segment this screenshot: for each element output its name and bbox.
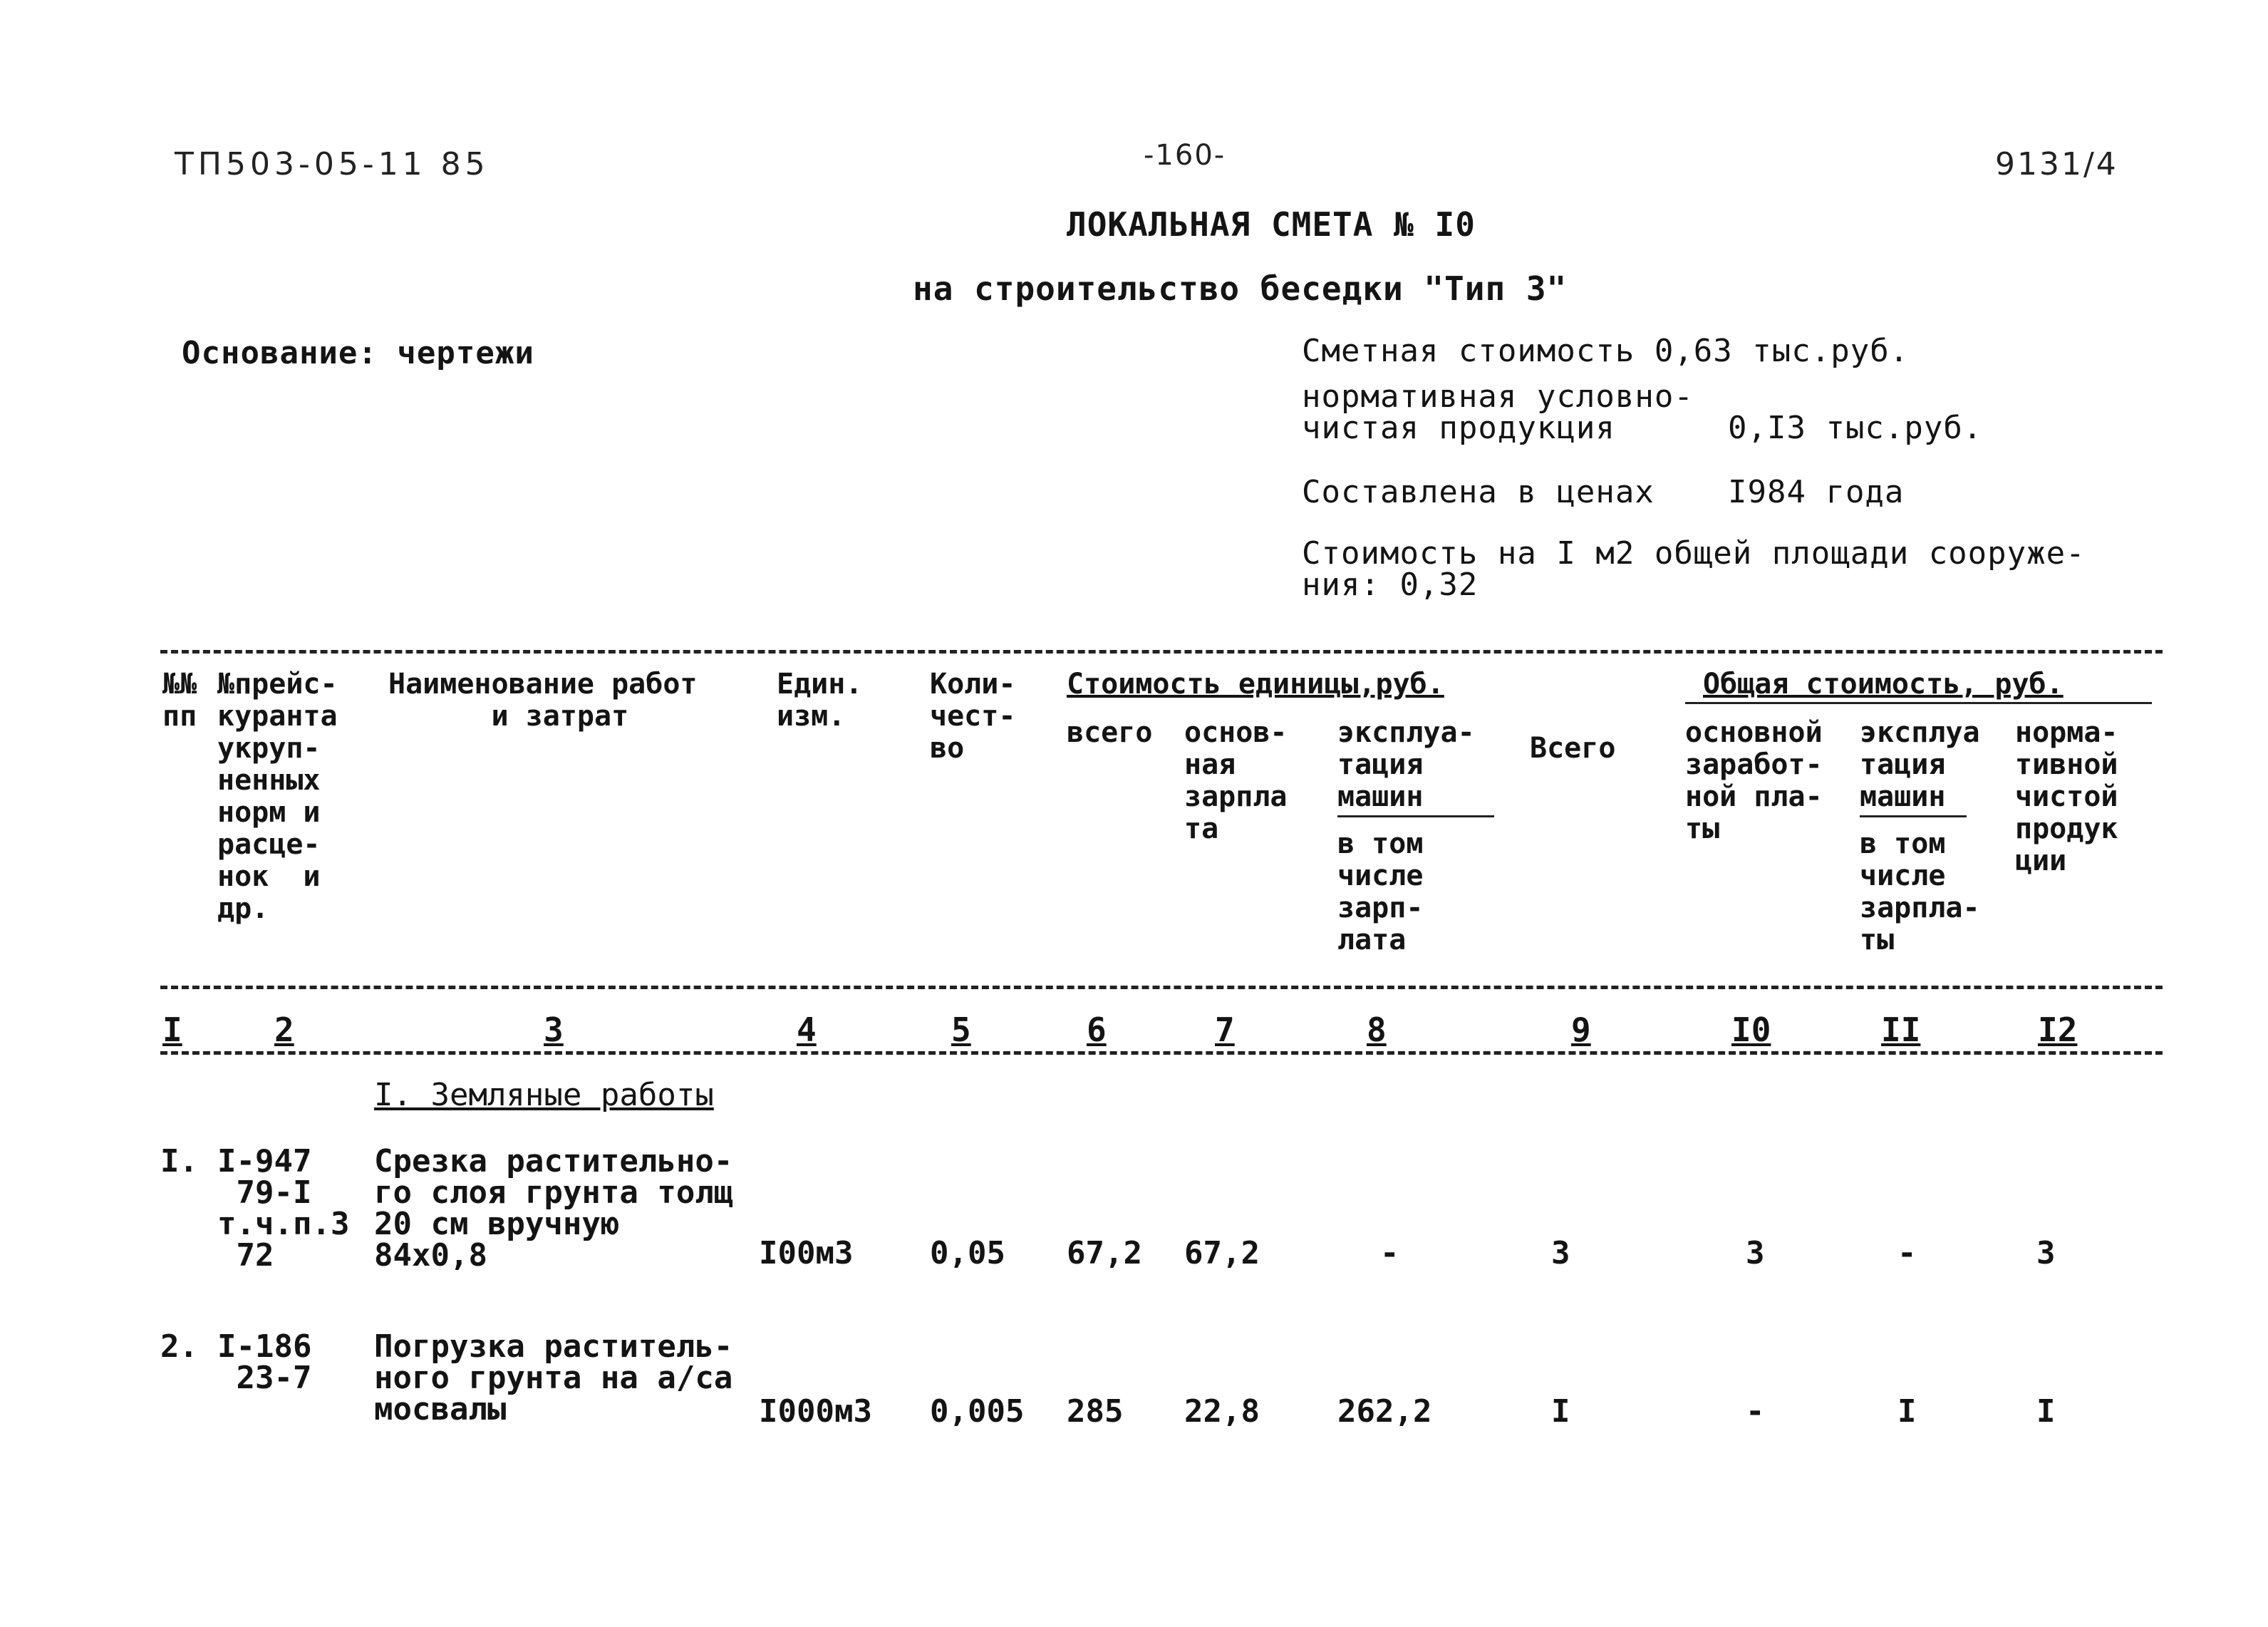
- row-1-unit: I00м3: [759, 1235, 854, 1271]
- prices-label: Составлена в ценах: [1302, 474, 1655, 510]
- column-number: 8: [1367, 1011, 1387, 1049]
- col-header-total: Всего: [1530, 732, 1616, 765]
- row-1-total-wages: 3: [1746, 1235, 1765, 1271]
- col-header-name: Наименование работ и затрат: [388, 668, 698, 733]
- row-2-name: Погрузка раститель- ного грунта на а/са мосвалы: [374, 1328, 733, 1427]
- col-header-unit-total: всего: [1067, 716, 1153, 749]
- col-header-no: №№ пп: [162, 668, 197, 733]
- column-number: 5: [951, 1011, 971, 1049]
- header-bottom-rule: [160, 986, 2163, 989]
- total-machines-rule: [1860, 815, 1967, 817]
- page-number: -160-: [1144, 139, 1226, 172]
- prices-year: I984 года: [1728, 474, 1905, 510]
- row-2-total-machines: I: [1897, 1393, 1917, 1430]
- col-header-qty: Коли- чест- во: [930, 668, 1016, 765]
- col-header-unit-wages: основ- ная зарпла та: [1184, 716, 1288, 845]
- normative-label-2: чистая продукция: [1302, 410, 1615, 446]
- total-cost-group-rule: [1685, 702, 2152, 704]
- column-number: 2: [274, 1011, 294, 1049]
- column-number: I2: [2038, 1011, 2078, 1049]
- column-number: 6: [1087, 1011, 1107, 1049]
- row-1-qty: 0,05: [930, 1235, 1005, 1271]
- normative-label-1: нормативная условно-: [1302, 378, 1694, 415]
- row-1-total-machines: -: [1897, 1235, 1917, 1271]
- row-2-total-wages: -: [1746, 1393, 1765, 1430]
- row-1-number: I.: [160, 1143, 198, 1179]
- row-1-unit-machines: -: [1380, 1235, 1399, 1271]
- row-2-unit-wages: 22,8: [1184, 1393, 1260, 1430]
- unit-cost-group-header: Стоимость единицы,руб.: [1067, 668, 1444, 701]
- table-top-rule: [160, 650, 2163, 654]
- row-1-unit-total: 67,2: [1067, 1235, 1142, 1271]
- row-1-name: Срезка растительно- го слоя грунта толщ 20 см вручную 84х0,8: [374, 1143, 733, 1274]
- column-number: II: [1881, 1011, 1921, 1049]
- col-header-total-machines: эксплуа тация машин: [1860, 716, 1980, 813]
- row-1-code: I-947 79-I т.ч.п.3 72: [217, 1143, 350, 1274]
- column-number: 7: [1215, 1011, 1235, 1049]
- document-subtitle: на строительство беседки "Тип 3": [913, 269, 1568, 308]
- basis-text: Основание: чертежи: [182, 335, 534, 371]
- column-number: I0: [1731, 1011, 1771, 1049]
- document-title: ЛОКАЛЬНАЯ СМЕТА № I0: [1067, 205, 1476, 244]
- row-2-qty: 0,005: [930, 1393, 1025, 1430]
- row-2-total: I: [1551, 1393, 1570, 1430]
- row-2-number: 2.: [160, 1328, 198, 1365]
- section-title: I. Земляные работы: [374, 1077, 714, 1113]
- document-code: ТП503-05-11 85: [175, 146, 490, 182]
- sheet-reference: 9131/4: [1995, 146, 2118, 182]
- row-1-unit-wages: 67,2: [1184, 1235, 1260, 1271]
- row-1-net-product: 3: [2036, 1235, 2056, 1271]
- column-number: 3: [544, 1011, 564, 1049]
- col-header-total-wages: основной заработ- ной пла- ты: [1685, 716, 1823, 845]
- col-header-unit-machines-wages: в том числе зарп- лата: [1337, 827, 1424, 956]
- col-header-net-product: норма- тивной чистой продук ции: [2015, 716, 2118, 877]
- unit-cost-line-2: ния: 0,32: [1302, 567, 1479, 603]
- row-2-unit-total: 285: [1067, 1393, 1124, 1430]
- col-header-total-machines-wages: в том числе зарпла- ты: [1860, 827, 1980, 956]
- column-number: 4: [797, 1011, 817, 1049]
- row-2-unit-machines: 262,2: [1337, 1393, 1432, 1430]
- normative-value: 0,I3 тыс.руб.: [1728, 410, 1983, 446]
- column-number: 9: [1571, 1011, 1591, 1049]
- total-cost-group-header: Общая стоимость, руб.: [1703, 668, 2064, 701]
- col-header-code: №прейс- куранта укруп- ненных норм и расце- нок и др.: [217, 668, 338, 925]
- col-header-unit-machines: эксплуа- тация машин: [1337, 716, 1475, 813]
- row-2-net-product: I: [2036, 1393, 2056, 1430]
- unit-machines-rule: [1337, 815, 1494, 817]
- col-header-unit: Един. изм.: [777, 668, 863, 733]
- estimate-cost: Сметная стоимость 0,63 тыс.руб.: [1302, 333, 1910, 369]
- unit-cost-line-1: Стоимость на I м2 общей площади сооруже-: [1302, 535, 2086, 572]
- column-number: I: [162, 1011, 182, 1049]
- row-1-total: 3: [1551, 1235, 1570, 1271]
- row-2-code: I-186 23-7: [217, 1328, 312, 1396]
- row-2-unit: I000м3: [759, 1393, 872, 1430]
- column-number-rule: [160, 1051, 2163, 1055]
